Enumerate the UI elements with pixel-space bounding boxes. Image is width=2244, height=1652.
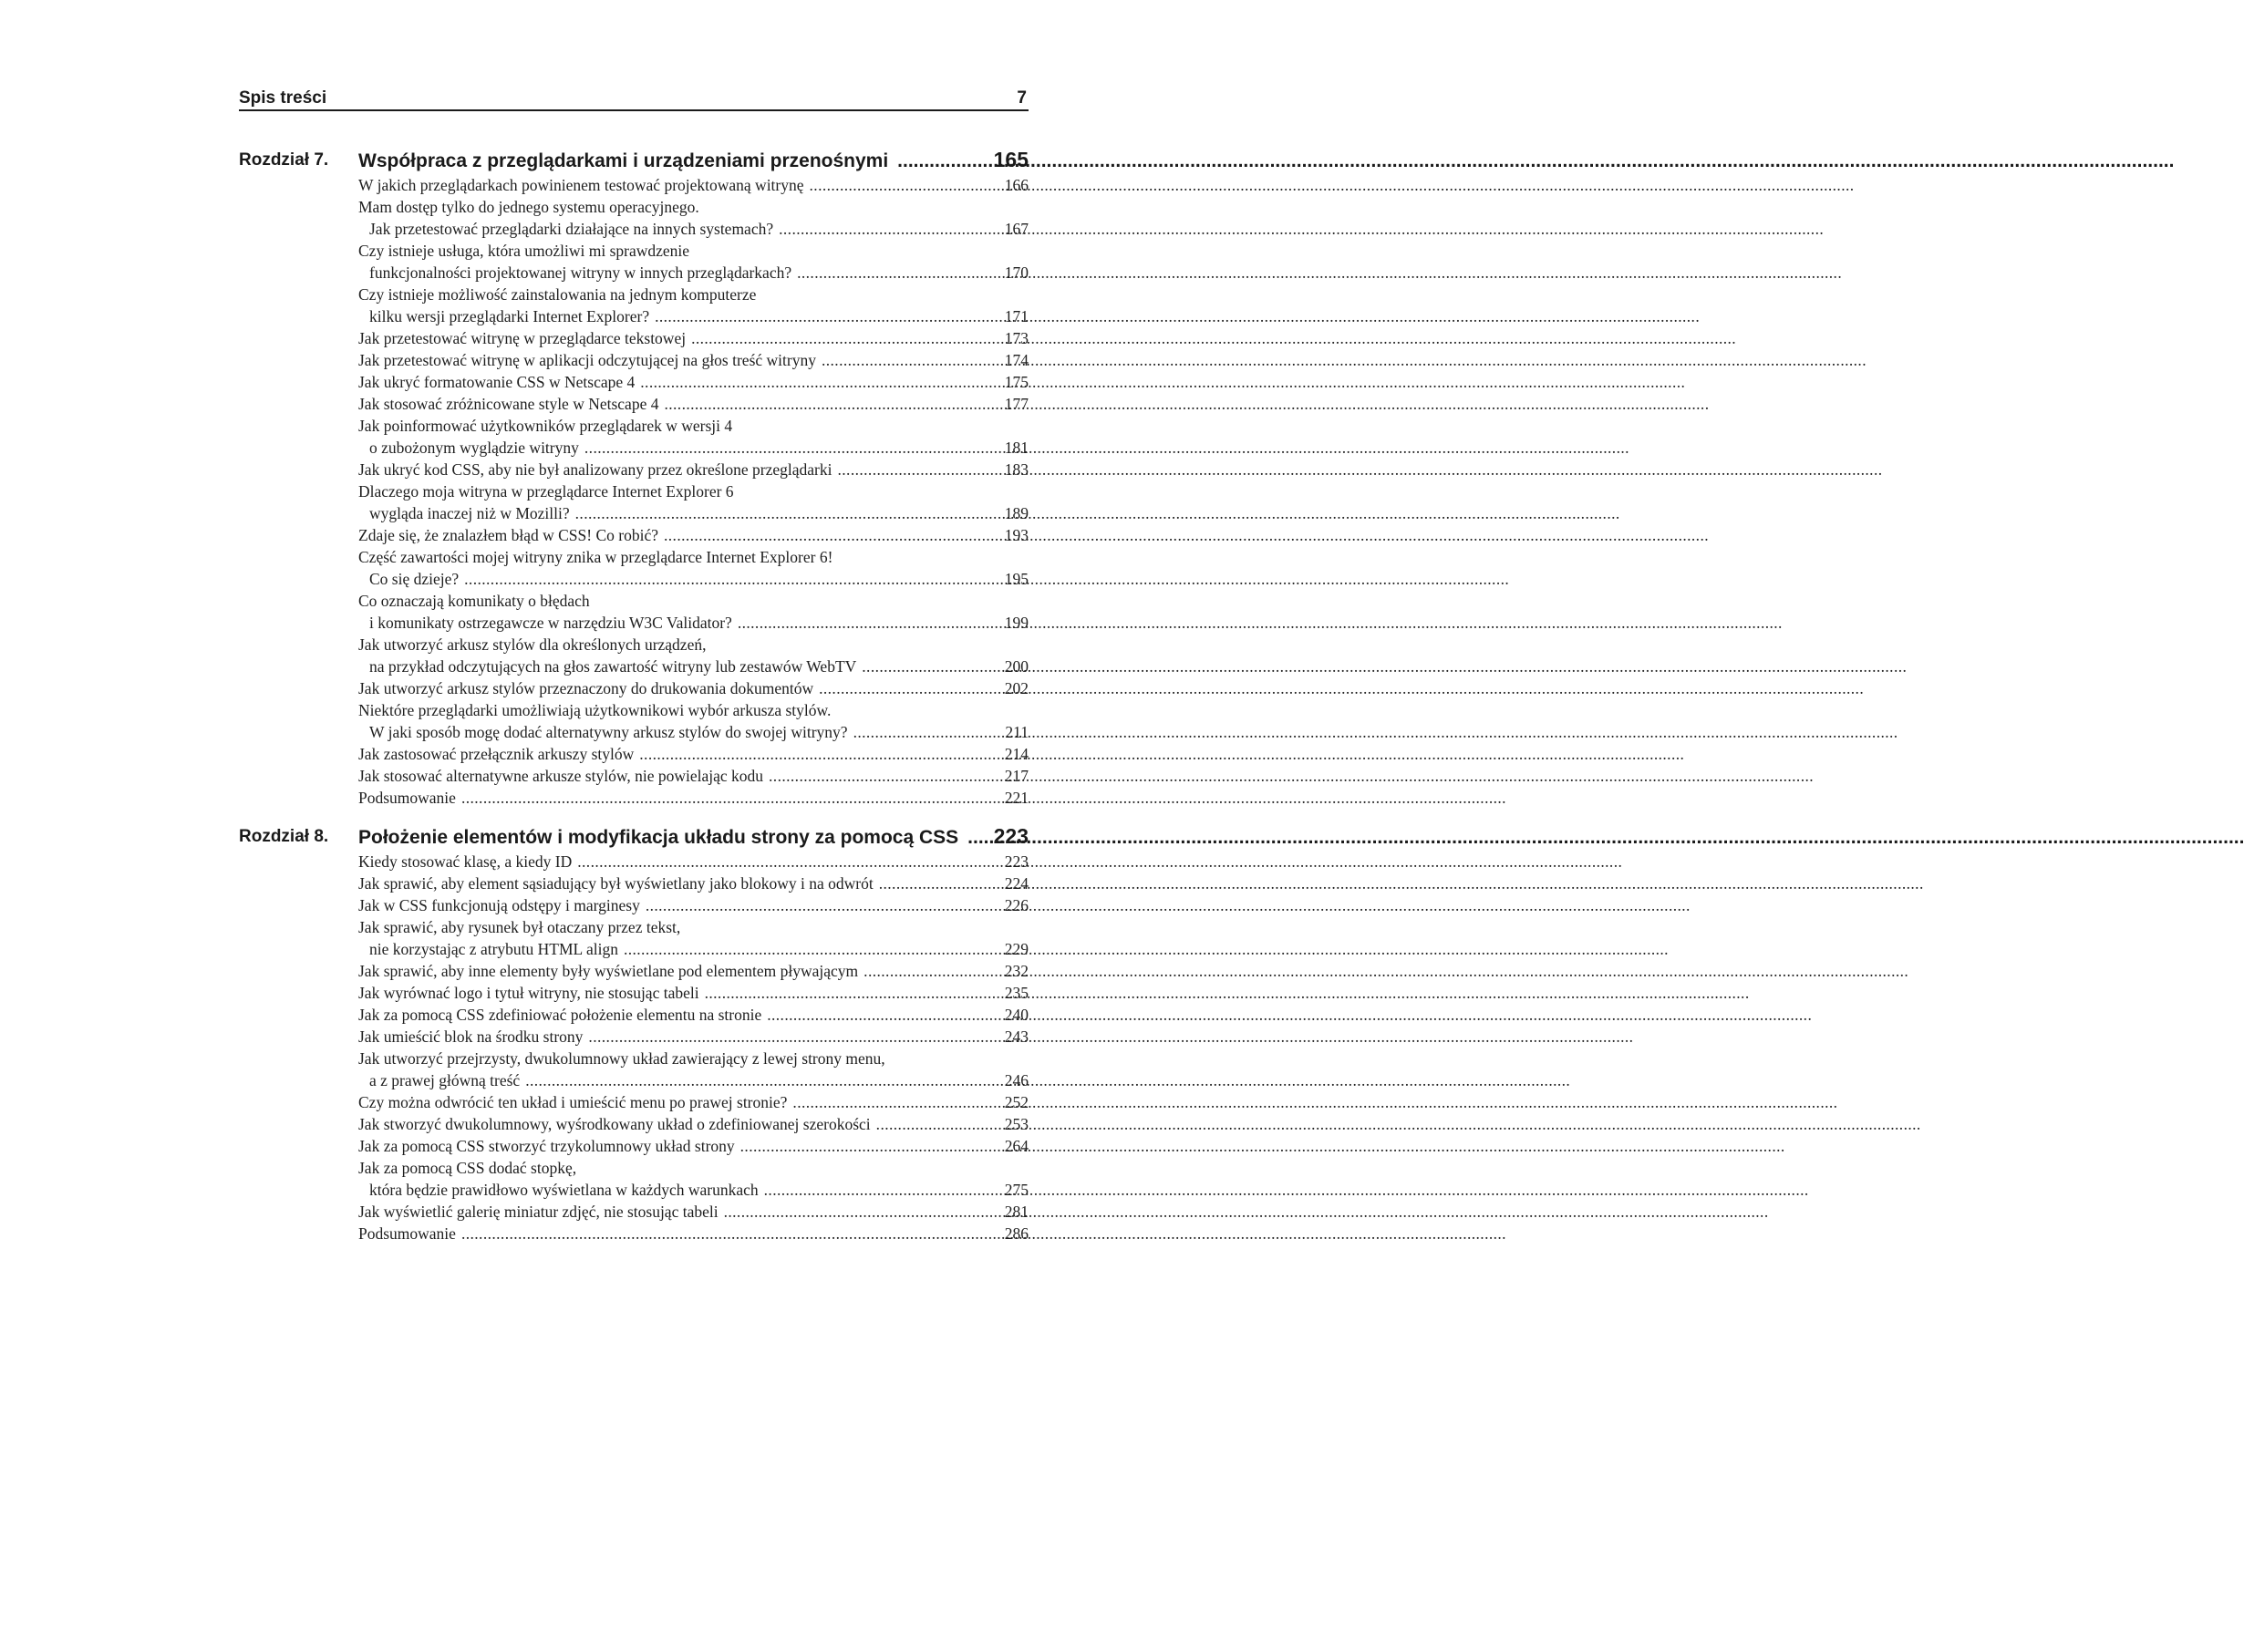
toc-entry-page-number: 189 xyxy=(1004,504,1029,522)
toc-entry-page-number: 275 xyxy=(1004,1181,1029,1199)
page-number: 7 xyxy=(1017,88,1027,108)
toc-entry-page-number: 195 xyxy=(1004,570,1029,588)
toc-entry-page-number: 223 xyxy=(1004,852,1029,871)
toc-entry-text: która będzie prawidłowo wyświetlana w każdych warunkach xyxy=(369,1181,759,1199)
toc-entry-line xyxy=(358,872,1029,894)
toc-entry-line xyxy=(358,196,1029,218)
dot-leader xyxy=(624,938,1002,960)
toc-entry-page-number: 181 xyxy=(1004,439,1029,457)
toc-entry-continuation-line xyxy=(358,1179,1029,1201)
toc-entry-page-number: 173 xyxy=(1004,329,1029,347)
toc-entry-continuation-line xyxy=(358,568,1029,590)
toc-entry-text: Jak utworzyć arkusz stylów przeznaczony do drukowania dokumentów xyxy=(358,679,814,697)
toc-entry xyxy=(358,524,1029,546)
toc-entry-line xyxy=(358,459,1029,480)
dot-leader xyxy=(764,1179,1002,1201)
toc-entry-text: Jak stosować alternatywne arkusze stylów, nie powielając kodu xyxy=(358,767,764,785)
chapter-8-section xyxy=(239,823,1029,1244)
toc-entry-line xyxy=(358,1223,1029,1244)
toc-entry-text: a z prawej główną treść xyxy=(369,1071,521,1089)
toc-entry-page-number: 175 xyxy=(1004,373,1029,391)
dot-leader xyxy=(863,960,1002,982)
toc-entry-page-number: 167 xyxy=(1004,220,1029,238)
toc-entry-line xyxy=(358,1113,1029,1135)
toc-entry-line xyxy=(358,240,1029,262)
dot-leader xyxy=(897,149,990,174)
toc-entry-text: Jak wyrównać logo i tytuł witryny, nie stosując tabeli xyxy=(358,984,699,1002)
toc-entry-line xyxy=(358,916,1029,938)
toc-entry-text: Jak za pomocą CSS dodać stopkę, xyxy=(358,1159,577,1177)
toc-entry-line xyxy=(358,1157,1029,1179)
toc-entry-text: Jak ukryć kod CSS, aby nie był analizowany przez określone przeglądarki xyxy=(358,460,832,479)
toc-entry-page-number: 183 xyxy=(1004,460,1029,479)
toc-entry xyxy=(358,699,1029,743)
toc-entry-text: nie korzystając z atrybutu HTML align xyxy=(369,940,618,958)
dot-leader xyxy=(819,677,1002,699)
toc-entry-line xyxy=(358,524,1029,546)
toc-entry-page-number: 199 xyxy=(1004,614,1029,632)
toc-entry xyxy=(358,546,1029,590)
dot-leader xyxy=(640,371,1001,393)
chapter-title-row xyxy=(358,147,1029,174)
toc-entry-text: Co się dzieje? xyxy=(369,570,460,588)
toc-entry-continuation-line xyxy=(358,305,1029,327)
dot-leader xyxy=(797,262,1002,284)
toc-entry xyxy=(358,787,1029,809)
dot-leader xyxy=(577,851,1002,872)
toc-entry-line xyxy=(358,743,1029,765)
toc-entry-page-number: 217 xyxy=(1004,767,1029,785)
toc-entry-continuation-line xyxy=(358,218,1029,240)
toc-entry-line xyxy=(358,349,1029,371)
dot-leader xyxy=(691,327,1002,349)
toc-entry-text: kilku wersji przeglądarki Internet Explorer? xyxy=(369,307,650,325)
dot-leader xyxy=(792,1091,1001,1113)
toc-entry-text: Jak wyświetlić galerię miniatur zdjęć, nie stosując tabeli xyxy=(358,1203,719,1221)
toc-entry xyxy=(358,1091,1029,1113)
toc-entry-page-number: 243 xyxy=(1004,1027,1029,1046)
toc-entry xyxy=(358,765,1029,787)
page-header xyxy=(239,88,1029,111)
toc-entry xyxy=(358,1048,1029,1091)
toc-entry-text: Jak stosować zróżnicowane style w Netscape 4 xyxy=(358,395,659,413)
toc-entry-line xyxy=(358,393,1029,415)
toc-entry xyxy=(358,634,1029,677)
dot-leader xyxy=(967,825,990,851)
toc-entry-text: Czy istnieje możliwość zainstalowania na jednym komputerze xyxy=(358,285,757,304)
chapter-page-number: 223 xyxy=(993,824,1029,848)
toc-entry-page-number: 232 xyxy=(1004,962,1029,980)
toc-entry-line xyxy=(358,480,1029,502)
dot-leader xyxy=(853,721,1003,743)
dot-leader xyxy=(461,787,1002,809)
toc-entry-page-number: 211 xyxy=(1005,723,1029,741)
dot-leader xyxy=(862,656,1001,677)
toc-entry-text: funkcjonalności projektowanej witryny w innych przeglądarkach? xyxy=(369,263,792,282)
dot-leader xyxy=(525,1069,1002,1091)
toc-entry xyxy=(358,590,1029,634)
toc-entry-text: Jak poinformować użytkowników przeglądarek w wersji 4 xyxy=(358,417,733,435)
running-header-title: Spis treści xyxy=(239,88,327,108)
toc-entry xyxy=(358,872,1029,894)
toc-entry xyxy=(358,371,1029,393)
toc-entry xyxy=(358,743,1029,765)
toc-entry-text: wygląda inaczej niż w Mozilli? xyxy=(369,504,570,522)
toc-entry-page-number: 170 xyxy=(1004,263,1029,282)
toc-entry-text: W jaki sposób mogę dodać alternatywny arkusz stylów do swojej witryny? xyxy=(369,723,848,741)
toc-entry-line xyxy=(358,677,1029,699)
dot-leader xyxy=(769,765,1002,787)
toc-entry xyxy=(358,480,1029,524)
chapter-title-row xyxy=(358,823,1029,851)
toc-entry xyxy=(358,349,1029,371)
toc-entry-line xyxy=(358,1201,1029,1223)
dot-leader xyxy=(879,872,1002,894)
toc-entry-text: Jak przetestować przeglądarki działające na innych systemach? xyxy=(369,220,774,238)
toc-entry-text: Jak za pomocą CSS zdefiniować położenie elementu na stronie xyxy=(358,1006,762,1024)
toc-entry-line xyxy=(358,415,1029,437)
dot-leader xyxy=(724,1201,1002,1223)
toc-entry-text: Jak utworzyć przejrzysty, dwukolumnowy układ zawierający z lewej strony menu, xyxy=(358,1049,885,1068)
toc-entry-page-number: 166 xyxy=(1004,176,1029,194)
toc-entry-page-number: 252 xyxy=(1004,1093,1029,1111)
toc-entry-continuation-line xyxy=(358,1069,1029,1091)
toc-entry xyxy=(358,459,1029,480)
toc-entry-line xyxy=(358,787,1029,809)
toc-entry xyxy=(358,1004,1029,1026)
toc-entry-text: Czy istnieje usługa, która umożliwi mi sprawdzenie xyxy=(358,242,690,260)
toc-entry-page-number: 253 xyxy=(1004,1115,1029,1133)
toc-entry xyxy=(358,240,1029,284)
toc-entry xyxy=(358,1113,1029,1135)
toc-entry-list xyxy=(358,851,1029,1244)
toc-entry-page-number: 240 xyxy=(1004,1006,1029,1024)
toc-entry-page-number: 200 xyxy=(1004,657,1029,676)
toc-entry-line xyxy=(358,765,1029,787)
toc-entry-text: Jak umieścić blok na środku strony xyxy=(358,1027,584,1046)
toc-entry-text: Podsumowanie xyxy=(358,789,456,807)
toc-entry-text: Zdaje się, że znalazłem błąd w CSS! Co robić? xyxy=(358,526,658,544)
chapter-heading xyxy=(239,823,1029,851)
dot-leader xyxy=(740,1135,1002,1157)
toc-entry xyxy=(358,415,1029,459)
dot-leader xyxy=(588,1026,1001,1048)
toc-entry-line xyxy=(358,174,1029,196)
dot-leader xyxy=(664,393,1001,415)
toc-entry-text: Jak za pomocą CSS stworzyć trzykolumnowy układ strony xyxy=(358,1137,735,1155)
toc-entry-text: Część zawartości mojej witryny znika w przeglądarce Internet Explorer 6! xyxy=(358,548,833,566)
toc-entry xyxy=(358,1201,1029,1223)
toc-entry-text: Jak utworzyć arkusz stylów dla określonych urządzeń, xyxy=(358,635,707,654)
chapter-page-number: 165 xyxy=(993,148,1029,171)
toc-entry-continuation-line xyxy=(358,262,1029,284)
toc-entry-text: o zubożonym wyglądzie witryny xyxy=(369,439,579,457)
dot-leader xyxy=(646,894,1002,916)
dot-leader xyxy=(639,743,1001,765)
toc-entry-page-number: 224 xyxy=(1004,874,1029,893)
toc-entry-page-number: 264 xyxy=(1004,1137,1029,1155)
toc-entry-page-number: 202 xyxy=(1004,679,1029,697)
toc-entry-text: na przykład odczytujących na głos zawartość witryny lub zestawów WebTV xyxy=(369,657,857,676)
toc-entry xyxy=(358,1135,1029,1157)
toc-entry-page-number: 177 xyxy=(1004,395,1029,413)
toc-entry xyxy=(358,1223,1029,1244)
toc-entry-line xyxy=(358,1004,1029,1026)
toc-entry xyxy=(358,284,1029,327)
toc-entry-page-number: 214 xyxy=(1004,745,1029,763)
toc-entry-line xyxy=(358,982,1029,1004)
toc-entry-text: W jakich przeglądarkach powinienem testować projektowaną witrynę xyxy=(358,176,804,194)
dot-leader xyxy=(767,1004,1002,1026)
toc-entry xyxy=(358,1026,1029,1048)
chapter-title: Położenie elementów i modyfikacja układu strony za pomocą CSS xyxy=(358,827,959,848)
toc-entry-text: i komunikaty ostrzegawcze w narzędziu W3C Validator? xyxy=(369,614,732,632)
toc-entry-text: Jak sprawić, aby rysunek był otaczany przez tekst, xyxy=(358,918,681,936)
toc-entry xyxy=(358,393,1029,415)
dot-leader xyxy=(738,612,1002,634)
toc-entry-page-number: 171 xyxy=(1004,307,1029,325)
toc-entry-text: Czy można odwrócić ten układ i umieścić menu po prawej stronie? xyxy=(358,1093,788,1111)
toc-entry-line xyxy=(358,699,1029,721)
dot-leader xyxy=(464,568,1002,590)
dot-leader xyxy=(664,524,1002,546)
toc-entry-page-number: 229 xyxy=(1004,940,1029,958)
toc-entry xyxy=(358,677,1029,699)
toc-entry-text: Jak stworzyć dwukolumnowy, wyśrodkowany układ o zdefiniowanej szerokości xyxy=(358,1115,871,1133)
toc-entry-page-number: 174 xyxy=(1004,351,1029,369)
toc-entry-line xyxy=(358,546,1029,568)
toc-entry-text: Jak sprawić, aby inne elementy były wyświetlane pod elementem pływającym xyxy=(358,962,859,980)
dot-leader xyxy=(655,305,1002,327)
toc-entry-page-number: 281 xyxy=(1004,1203,1029,1221)
toc-entry-text: Jak ukryć formatowanie CSS w Netscape 4 xyxy=(358,373,636,391)
chapter-label: Rozdział 7. xyxy=(239,150,329,170)
toc-entry-text: Jak przetestować witrynę w przeglądarce tekstowej xyxy=(358,329,687,347)
toc-entry-continuation-line xyxy=(358,437,1029,459)
toc-entry-text: Kiedy stosować klasę, a kiedy ID xyxy=(358,852,573,871)
toc-entry-line xyxy=(358,284,1029,305)
chapter-heading xyxy=(239,147,1029,174)
toc-entry xyxy=(358,894,1029,916)
toc-entry xyxy=(358,196,1029,240)
dot-leader xyxy=(705,982,1002,1004)
toc-entry-text: Jak w CSS funkcjonują odstępy i marginesy xyxy=(358,896,640,914)
toc-entry-line xyxy=(358,1026,1029,1048)
toc-entry xyxy=(358,960,1029,982)
toc-entry xyxy=(358,327,1029,349)
toc-entry xyxy=(358,174,1029,196)
toc-entry-line xyxy=(358,371,1029,393)
toc-entry-continuation-line xyxy=(358,612,1029,634)
toc-entry-line xyxy=(358,1135,1029,1157)
dot-leader xyxy=(575,502,1002,524)
toc-entry-continuation-line xyxy=(358,656,1029,677)
toc-entry-line xyxy=(358,894,1029,916)
toc-entry xyxy=(358,1157,1029,1201)
toc-entry xyxy=(358,982,1029,1004)
toc-entry-line xyxy=(358,327,1029,349)
dot-leader xyxy=(838,459,1002,480)
toc-entry-text: Mam dostęp tylko do jednego systemu operacyjnego. xyxy=(358,198,699,216)
toc-entry-line xyxy=(358,1091,1029,1113)
dot-leader xyxy=(461,1223,1002,1244)
toc-entry-page-number: 226 xyxy=(1004,896,1029,914)
chapter-title: Współpraca z przeglądarkami i urządzeniami przenośnymi xyxy=(358,150,889,171)
toc-entry-page-number: 235 xyxy=(1004,984,1029,1002)
toc-entry-text: Jak sprawić, aby element sąsiadujący był wyświetlany jako blokowy i na odwrót xyxy=(358,874,874,893)
toc-entry-page-number: 193 xyxy=(1004,526,1029,544)
dot-leader xyxy=(810,174,1002,196)
toc-entry-line xyxy=(358,1048,1029,1069)
dot-leader xyxy=(876,1113,1002,1135)
toc-entry-continuation-line xyxy=(358,938,1029,960)
toc-entry-continuation-line xyxy=(358,721,1029,743)
toc-entry-line xyxy=(358,960,1029,982)
toc-entry-line xyxy=(358,634,1029,656)
toc-entry-page-number: 246 xyxy=(1004,1071,1029,1089)
toc-entry-text: Niektóre przeglądarki umożliwiają użytkownikowi wybór arkusza stylów. xyxy=(358,701,832,719)
toc-entry-text: Jak przetestować witrynę w aplikacji odczytującej na głos treść witryny xyxy=(358,351,816,369)
toc-entry-text: Dlaczego moja witryna w przeglądarce Internet Explorer 6 xyxy=(358,482,734,501)
chapter-label: Rozdział 8. xyxy=(239,827,329,846)
toc-entry-page-number: 221 xyxy=(1004,789,1029,807)
toc-entry-text: Jak zastosować przełącznik arkuszy stylów xyxy=(358,745,635,763)
toc-entry xyxy=(358,916,1029,960)
toc-entry xyxy=(358,851,1029,872)
toc-entry-page-number: 286 xyxy=(1004,1224,1029,1243)
dot-leader xyxy=(822,349,1002,371)
toc-entry-list xyxy=(358,174,1029,809)
dot-leader xyxy=(584,437,1002,459)
toc-entry-text: Podsumowanie xyxy=(358,1224,456,1243)
toc-entry-text: Co oznaczają komunikaty o błędach xyxy=(358,592,590,610)
toc-entry-line xyxy=(358,590,1029,612)
toc-entry-line xyxy=(358,851,1029,872)
toc-entry-continuation-line xyxy=(358,502,1029,524)
chapter-7-section xyxy=(239,147,1029,809)
dot-leader xyxy=(779,218,1002,240)
